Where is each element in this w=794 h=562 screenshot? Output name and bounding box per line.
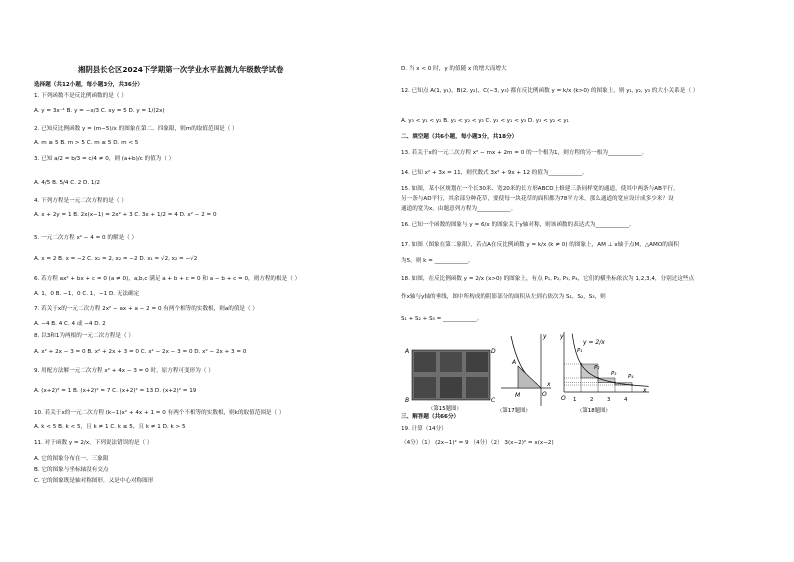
tick-label-4: 4 xyxy=(624,397,628,403)
question-11-option-b: B. 它的图象与坐标轴没有交点 xyxy=(34,467,109,473)
point-p3-label: P₃ xyxy=(611,371,617,377)
question-15-line-2: 另一条与AD平行，其余部分种花草，要使每一块花草的面积都为78平方米，那么通道的宽应设计成多少米？设 xyxy=(401,196,674,202)
question-17-line-1: 17. 如图（图象在第二象限），若点A在反比例函数 y = k/x (k ≠ 0) 的图象上，AM ⊥ x轴于点M，△AMO的面积 xyxy=(401,242,680,248)
tick-label-3: 3 xyxy=(607,397,611,403)
question-14: 14. 已知 x² + 3x = 11，则代数式 3x² + 9x + 12 的值为____________。 xyxy=(401,170,588,176)
question-12: 12. 已知点 A(1, y₁)，B(2, y₂)，C(−3, y₃) 都在反比例函数 y = k/x (k>0) 的图象上，则 y₁, y₂, y₃ 的大小关系是（ ） xyxy=(401,88,699,94)
question-4: 4. 下列方程是一元二次方程的是（ ） xyxy=(34,198,127,204)
question-18-line-3: S₁ + S₂ + S₃ = ____________。 xyxy=(401,316,483,322)
y-axis-label: y xyxy=(560,333,564,340)
figure-17 xyxy=(497,330,553,414)
question-5: 5. 一元二次方程 x² − 4 = 0 的解是（ ） xyxy=(34,235,138,241)
figure-18 xyxy=(557,330,651,414)
origin-label: O xyxy=(561,395,566,402)
flower-bed xyxy=(466,352,488,372)
question-6-options: A. 1，0 B. −1，0 C. 1，−1 D. 无法确定 xyxy=(34,291,140,297)
section-choice-heading: 选择题（共12小题，每小题3分，共36分） xyxy=(34,82,143,88)
question-9: 9. 用配方法解一元二次方程 x² + 4x − 3 = 0 时，原方程可变形为（ ） xyxy=(34,368,214,374)
question-6: 6. 若方程 ax² + bx + c = 0 (a ≠ 0)，a,b,c 满足 a + b + c = 0 和 a − b + c = 0，则方程的根是（ ） xyxy=(34,276,301,282)
point-p2-label: P₂ xyxy=(594,365,600,371)
left-column xyxy=(0,0,380,562)
question-2: 2. 已知反比例函数 y = (m−5)/x 的图象在第二、四象限，则m的取值范围是（ ） xyxy=(34,126,238,132)
question-15-line-1: 15. 如图，某小区规划在一个长30米、宽20米的长方形ABCD上修建三条同样宽的通道，使其中两条与AB平行， xyxy=(401,186,679,192)
point-m-label: M xyxy=(515,392,521,399)
question-7: 7. 若关于x的一元二次方程 2x² − ax + a − 2 = 0 有两个相等的实数根，则a的值是（ ） xyxy=(34,306,258,312)
vertex-label-d: D xyxy=(491,348,496,355)
question-1-options: A. y = 3x⁻¹ B. y = −x/3 C. xy = 5 D. y = 1/(2x) xyxy=(34,108,165,114)
question-3-options: A. 4/5 B. 5/4 C. 2 D. 1/2 xyxy=(34,180,100,186)
flower-bed xyxy=(414,352,436,372)
question-8-options: A. x² + 2x − 3 = 0 B. x² + 2x + 3 = 0 C. x² − 2x − 3 = 0 D. x² − 2x + 3 = 0 xyxy=(34,349,247,355)
question-19-parts: （4分）（1） (2x−1)² = 9 （4分）（2） 3(x−2)² = x(x−2) xyxy=(401,440,554,446)
tick-label-1: 1 xyxy=(573,397,577,403)
vertex-label-a: A xyxy=(405,348,410,355)
question-11: 11. 对于函数 y = 2/x，下列说法错误的是（ ） xyxy=(34,440,153,446)
origin-label: O xyxy=(542,391,547,398)
section-fill-heading: 二、填空题（共6小题，每小题3分，共18分） xyxy=(401,134,518,140)
question-8: 8. 以3和1为两根的一元二次方程是（ ） xyxy=(34,333,134,339)
flower-bed xyxy=(440,352,462,372)
question-10-options: A. k < 5 B. k < 5，且 k ≠ 1 C. k ≤ 5，且 k ≠ 1 D. k > 5 xyxy=(34,424,186,430)
question-10: 10. 若关于x的一元二次方程 (k−1)x² + 4x + 1 = 0 有两个不相等的实数根，则k的取值范围是（ ） xyxy=(34,410,285,416)
flower-bed xyxy=(466,377,488,398)
flower-bed xyxy=(440,377,462,398)
question-13: 13. 若关于x的一元二次方程 x² − mx + 2m = 0 的一个根为1，则方程的另一根为____________。 xyxy=(401,150,648,156)
figure-17-caption: （第17题图） xyxy=(497,408,531,414)
figure-15 xyxy=(403,340,495,412)
fig18-plot xyxy=(564,332,649,392)
x-axis-label: x xyxy=(643,387,647,394)
question-17-line-2: 为5，则 k = ____________。 xyxy=(401,258,474,264)
question-19: 19. 计算（14分） xyxy=(401,426,447,432)
exam-title: 湘阴县长仑区2024下学期第一次学业水平监测九年级数学试卷 xyxy=(78,65,284,74)
question-5-options: A. x = 2 B. x = −2 C. x₁ = 2, x₂ = −2 D. x₁ = √2, x₂ = −√2 xyxy=(34,256,198,262)
point-p1-label: P₁ xyxy=(577,348,583,354)
question-7-options: A. −4 B. 4 C. 4 或 −4 D. 2 xyxy=(34,321,106,327)
question-3: 3. 已知 a/2 = b/3 = c/4 ≠ 0，则 (a+b)/c 的值为（ ） xyxy=(34,156,175,162)
question-12-options: A. y₃ < y₁ < y₂ B. y₁ < y₂ < y₃ C. y₂ < y₁ < y₃ D. y₃ < y₂ < y₁ xyxy=(401,118,569,124)
triangle-amo xyxy=(518,366,541,388)
right-column xyxy=(397,0,777,562)
vertex-label-b: B xyxy=(405,397,410,404)
flower-bed xyxy=(414,377,436,398)
point-p4-label: P₄ xyxy=(628,374,634,380)
vertex-label-c: C xyxy=(491,397,496,404)
figure-18-caption: （第18题图） xyxy=(577,408,611,414)
question-18-line-1: 18. 如图，在反比例函数 y = 2/x (x>0) 的图象上，有点 P₁, P₂, P₃, P₄，它们的横坐标依次为 1,2,3,4，分别过这些点 xyxy=(401,276,695,282)
y-axis-label: y xyxy=(543,333,547,340)
question-9-options: A. (x+2)² = 1 B. (x+2)² = 7 C. (x+2)² = 13 D. (x+2)² = 19 xyxy=(34,388,197,394)
question-11-option-c: C. 它的图象既是轴对称图形，又是中心对称图形 xyxy=(34,478,154,484)
tick-label-2: 2 xyxy=(590,397,594,403)
question-2-options: A. m ≥ 5 B. m > 5 C. m ≤ 5 D. m < 5 xyxy=(34,140,139,146)
figure-15-caption: （第15题图） xyxy=(428,406,462,412)
x-axis-label: x xyxy=(547,381,551,388)
question-16: 16. 已知一个函数的图象与 y = 6/x 的图象关于y轴对称，则该函数的表达式为____________。 xyxy=(401,222,635,228)
question-11-option-a: A. 它的图象分布在一、三象限 xyxy=(34,456,109,462)
question-15-line-3: 通道的宽为x，由题意列方程为____________。 xyxy=(401,206,517,212)
point-a-label: A xyxy=(512,359,517,366)
function-label: y = 2/x xyxy=(583,339,605,346)
question-18-line-2: 作x轴与y轴的垂线，图中所构成的阴影部分的面积从左到右依次为 S₁，S₂，S₃，则 xyxy=(401,294,606,300)
question-11-option-d: D. 当 x < 0 时，y 的值随 x 的增大而增大 xyxy=(401,66,507,72)
question-1: 1. 下列函数不是反比例函数的是（ ） xyxy=(34,93,127,99)
section-answer-heading: 三、解答题（共66分） xyxy=(401,414,460,420)
question-4-options: A. x + 2y = 1 B. 2x(x−1) = 2x² + 3 C. 3x + 1/2 = 4 D. x² − 2 = 0 xyxy=(34,212,217,218)
